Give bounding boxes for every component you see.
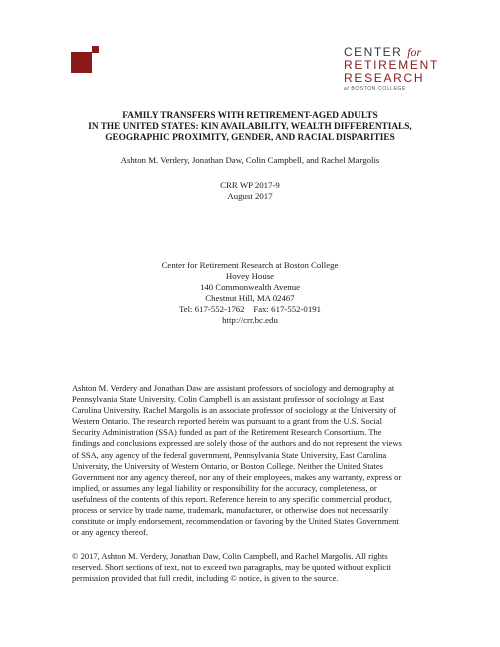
author-list: Ashton M. Verdery, Jonathan Daw, Colin Campbell, and Rachel Margolis bbox=[120, 155, 380, 165]
paragraph-line: constitute or imply endorsement, recommendation or favoring by the United States Government bbox=[72, 516, 399, 527]
paragraph-line: findings and conclusions expressed are solely those of the authors and do not represent the views bbox=[72, 438, 402, 449]
paper-date: August 2017 bbox=[227, 191, 273, 201]
paragraph-line: Government nor any agency thereof, nor any of their employees, makes any warranty, express or bbox=[72, 471, 402, 482]
crr-logo bbox=[344, 46, 444, 92]
working-paper-number: CRR WP 2017-9 bbox=[220, 180, 280, 190]
logo-at-text: at bbox=[344, 86, 350, 92]
website-link[interactable]: http://crr.bc.edu bbox=[222, 315, 278, 325]
address-line: 140 Commonwealth Avenue bbox=[199, 282, 300, 292]
logo-center-text: CENTER bbox=[344, 45, 403, 59]
paragraph-line: © 2017, Ashton M. Verdery, Jonathan Daw, Colin Campbell, and Rachel Margolis. All rights bbox=[72, 551, 388, 561]
address-block bbox=[40, 260, 460, 326]
logo-boston-college-text: BOSTON COLLEGE bbox=[351, 86, 406, 92]
phone-fax-line: Tel: 617-552-1762 Fax: 617-552-0191 bbox=[178, 304, 322, 314]
title-line: GEOGRAPHIC PROXIMITY, GENDER, AND RACIAL DISPARITIES bbox=[105, 133, 395, 143]
paragraph-line: Western Ontario. The research reported herein was pursuant to a grant from the U.S. Social bbox=[72, 416, 383, 427]
paragraph-line: Security Administration (SSA) funded as part of the Retirement Research Consortium. The bbox=[72, 427, 382, 438]
address-line: Chestnut Hill, MA 02467 bbox=[205, 293, 295, 303]
header-square-large bbox=[71, 52, 92, 73]
paragraph-line: permission provided that full credit, including © notice, is given to the source. bbox=[72, 573, 339, 584]
title-line: IN THE UNITED STATES: KIN AVAILABILITY, WEALTH DIFFERENTIALS, bbox=[88, 122, 412, 132]
paragraph-line: reserved. Short sections of text, not to exceed two paragraphs, may be quoted without explicit bbox=[72, 562, 391, 573]
paragraph-line: implied, or assumes any legal liability or responsibility for the accuracy, completeness, or bbox=[72, 482, 377, 493]
address-line: Center for Retirement Research at Boston College bbox=[161, 260, 339, 270]
paragraph-line: of SSA, any agency of the federal government, Pennsylvania State University, East Carolina bbox=[72, 449, 387, 460]
logo-for-text: for bbox=[407, 45, 422, 59]
author-disclaimer-paragraph bbox=[72, 383, 442, 538]
paragraph-line: process or service by trade name, trademark, manufacturer, or otherwise does not necessarily bbox=[72, 505, 389, 516]
paragraph-line: Ashton M. Verdery and Jonathan Daw are assistant professors of sociology and demography at bbox=[72, 383, 395, 393]
paragraph-line: University, the University of Western Ontario, or Boston College. Neither the United States bbox=[72, 460, 383, 471]
paper-title bbox=[40, 111, 460, 144]
copyright-paragraph bbox=[72, 551, 442, 584]
title-line: FAMILY TRANSFERS WITH RETIREMENT-AGED ADULTS bbox=[122, 111, 378, 121]
paragraph-line: or any agency thereof. bbox=[72, 527, 148, 538]
paragraph-line: Carolina University. Rachel Margolis is an associate professor of sociology at the University of bbox=[72, 405, 397, 416]
logo-retirement-text: RETIREMENT bbox=[344, 58, 439, 72]
logo-boston-college-line bbox=[344, 86, 444, 92]
address-line: Hovey House bbox=[225, 271, 275, 281]
paragraph-line: Pennsylvania State University. Colin Campbell is an assistant professor of sociology at East bbox=[72, 394, 385, 405]
header-square-small bbox=[92, 46, 99, 53]
logo-research-text: RESEARCH bbox=[344, 71, 425, 85]
paper-id-block bbox=[40, 180, 460, 202]
paragraph-line: usefulness of the contents of this report. Reference herein to any specific commercial product, bbox=[72, 493, 392, 504]
